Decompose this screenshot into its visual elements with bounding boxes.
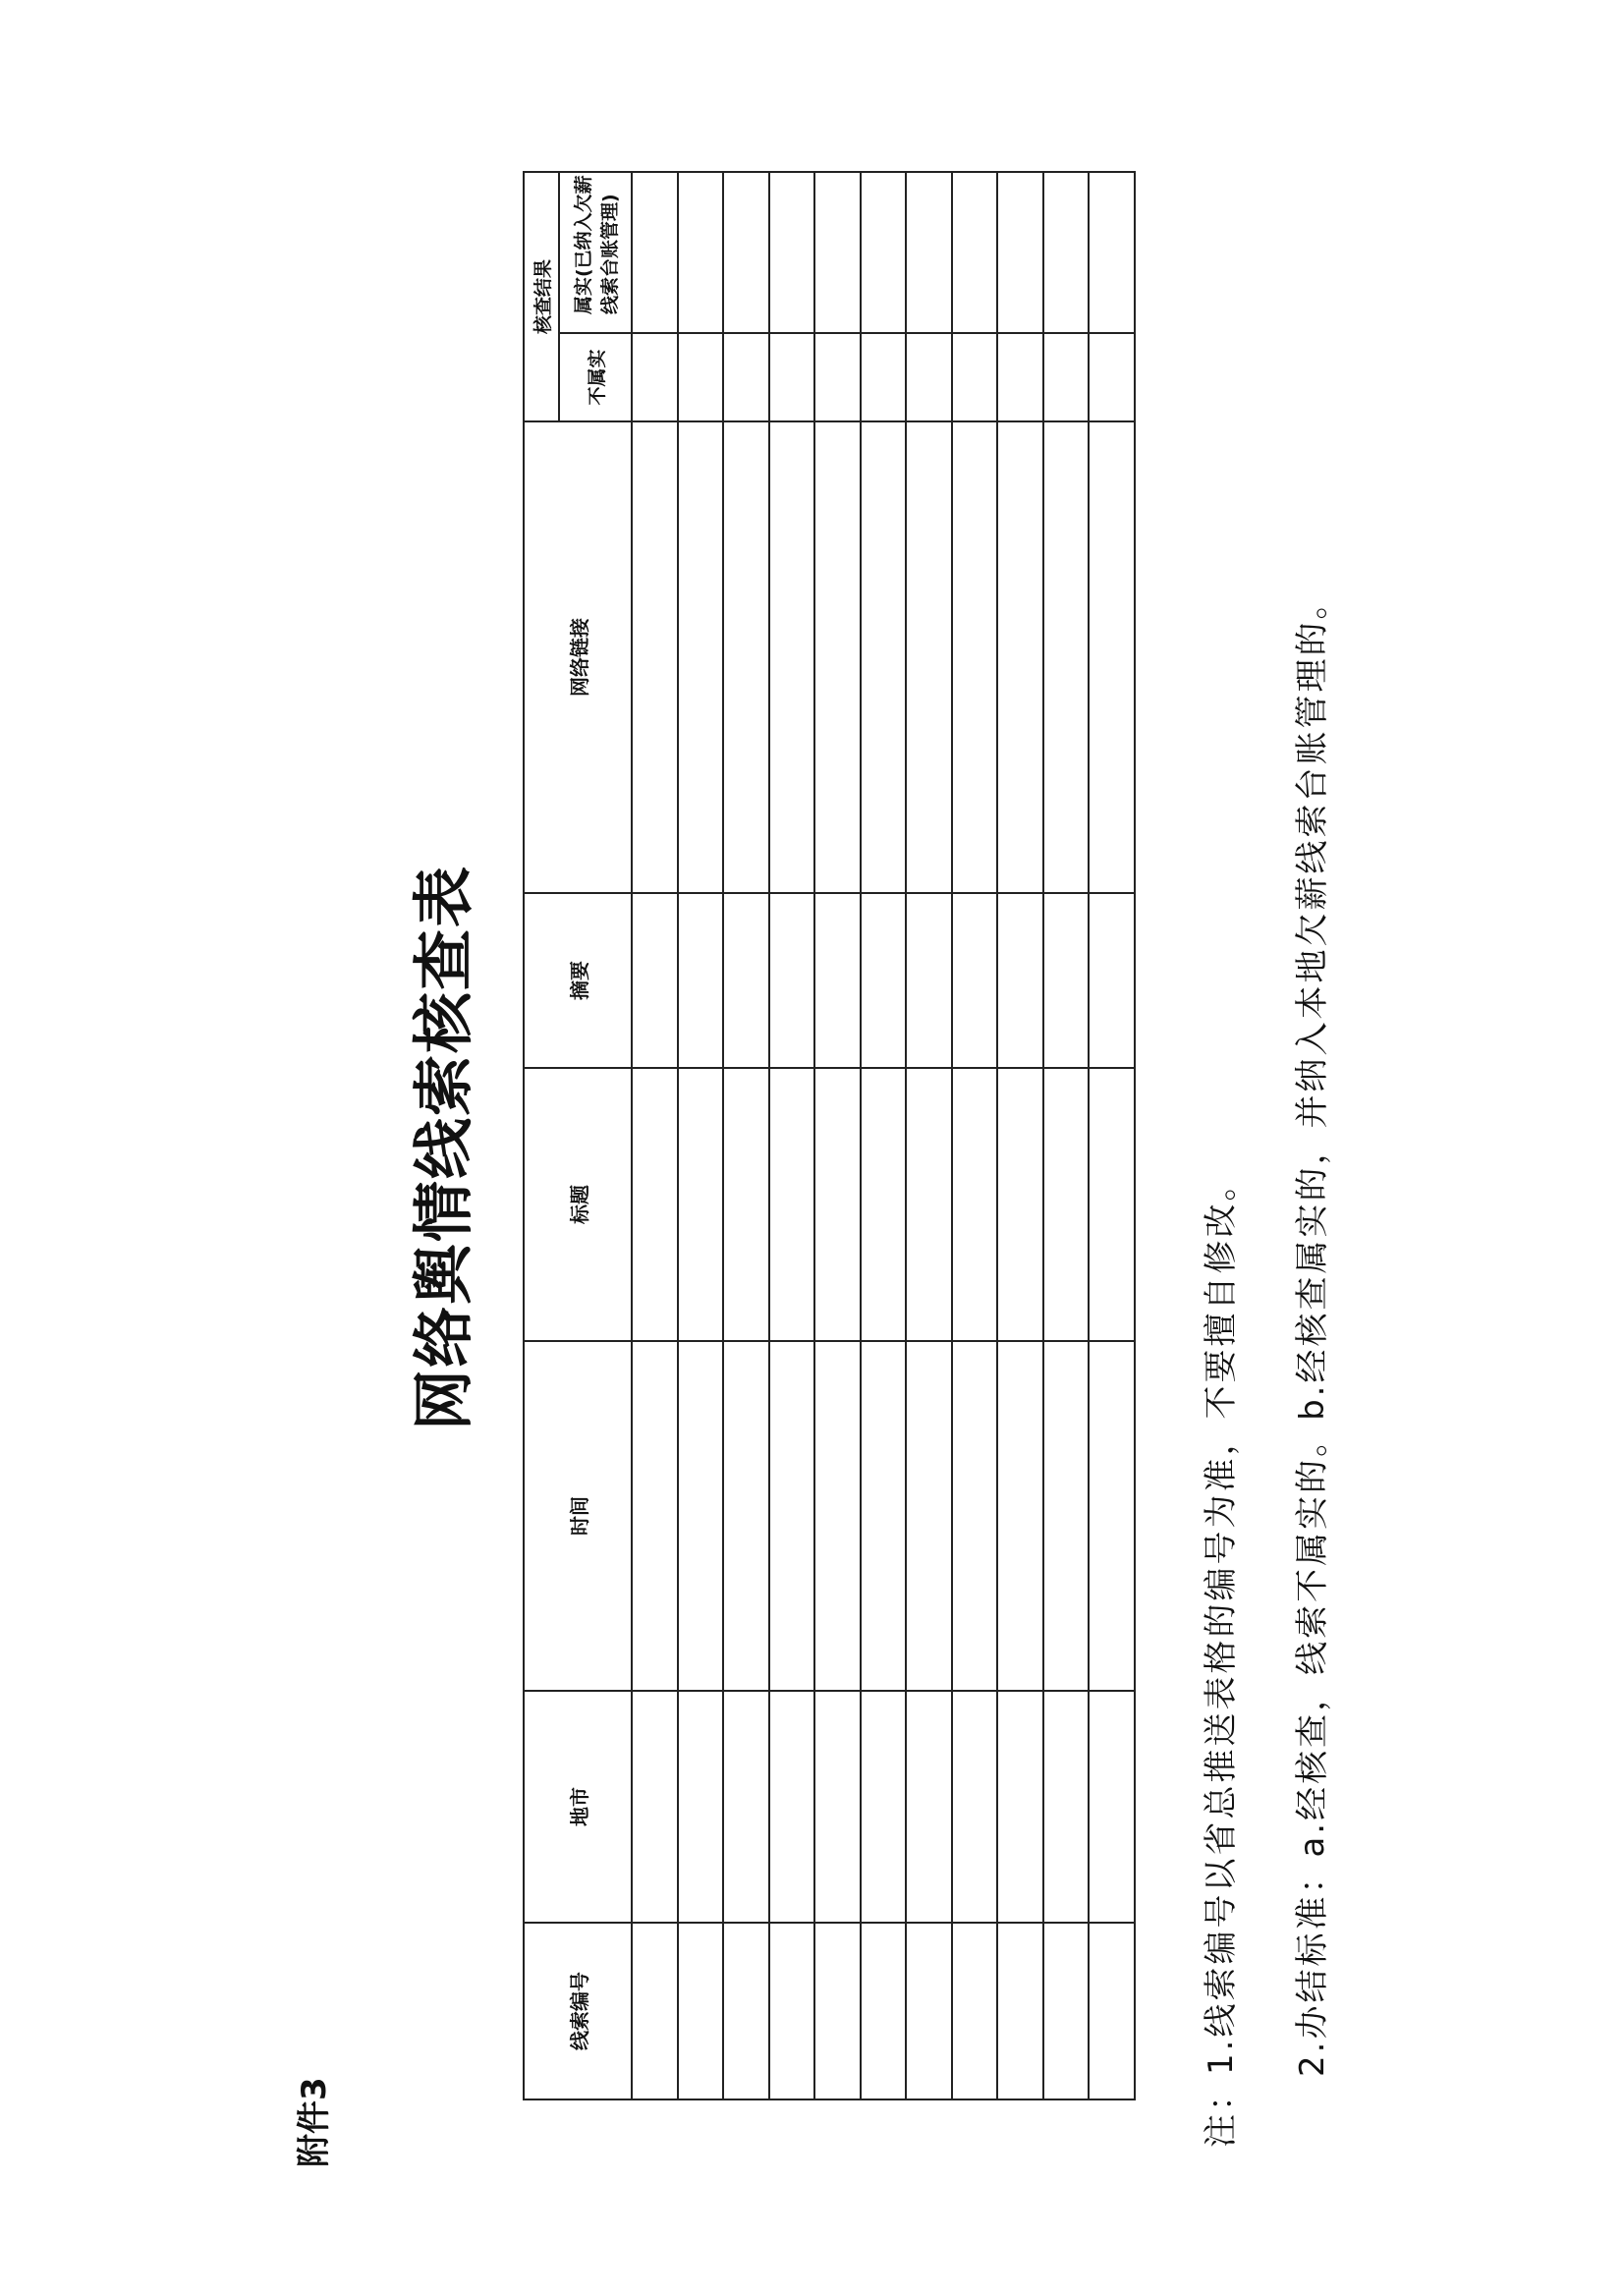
header-summary: 摘要 xyxy=(524,893,632,1068)
table-cell xyxy=(906,333,952,421)
table-cell xyxy=(1043,1691,1090,1923)
table-cell xyxy=(814,1341,861,1691)
table-cell xyxy=(632,1341,678,1691)
page-title: 网络舆情线索核查表 xyxy=(408,865,479,1431)
header-true: 属实(已纳入欠薪线索台账管理) xyxy=(559,172,632,333)
table-cell xyxy=(906,1923,952,2099)
table-cell xyxy=(1089,1068,1135,1341)
table-cell xyxy=(1089,172,1135,333)
table-cell xyxy=(632,421,678,893)
table-cell xyxy=(814,172,861,333)
table-cell xyxy=(861,1341,907,1691)
table-cell xyxy=(814,1068,861,1341)
table-cell xyxy=(769,421,815,893)
table-cell xyxy=(678,893,724,1068)
table-cell xyxy=(723,333,769,421)
table-cell xyxy=(1089,421,1135,893)
table-cell xyxy=(906,893,952,1068)
table-cell xyxy=(952,421,998,893)
table-cell xyxy=(632,1068,678,1341)
table-cell xyxy=(769,893,815,1068)
table-cell xyxy=(861,1068,907,1341)
table-row xyxy=(1089,172,1135,2099)
table-cell xyxy=(997,333,1043,421)
table-cell xyxy=(769,1691,815,1923)
note-line: 注：1.线索编号以省总推送表格的编号为准，不要擅自修改。 xyxy=(1202,1164,1241,2148)
table-cell xyxy=(814,893,861,1068)
table-row xyxy=(997,172,1043,2099)
table-cell xyxy=(723,1341,769,1691)
table-cell xyxy=(632,1923,678,2099)
table-cell xyxy=(952,893,998,1068)
table-cell xyxy=(723,172,769,333)
table-cell xyxy=(1043,1923,1090,2099)
table-cell xyxy=(997,172,1043,333)
table-cell xyxy=(723,421,769,893)
table-row xyxy=(632,172,678,2099)
table-cell xyxy=(814,421,861,893)
table-cell xyxy=(723,1068,769,1341)
table-cell xyxy=(1043,1341,1090,1691)
table-cell xyxy=(906,1691,952,1923)
table-cell xyxy=(632,1691,678,1923)
table-cell xyxy=(678,333,724,421)
table-cell xyxy=(1089,1691,1135,1923)
table-cell xyxy=(769,1341,815,1691)
table-cell xyxy=(952,1691,998,1923)
table-cell xyxy=(952,1923,998,2099)
table-cell xyxy=(861,333,907,421)
table-cell xyxy=(952,172,998,333)
table-cell xyxy=(1043,333,1090,421)
table-cell xyxy=(632,893,678,1068)
table-cell xyxy=(1043,421,1090,893)
table-cell xyxy=(997,1923,1043,2099)
table-row xyxy=(906,172,952,2099)
table-cell xyxy=(861,1923,907,2099)
table-cell xyxy=(906,1341,952,1691)
table-cell xyxy=(952,1068,998,1341)
header-result-group: 核查结果 xyxy=(524,172,559,421)
annex-label: 附件3 xyxy=(295,2077,334,2167)
table-cell xyxy=(861,1691,907,1923)
table-row xyxy=(861,172,907,2099)
table-cell xyxy=(861,172,907,333)
table-cell xyxy=(723,1691,769,1923)
verification-table xyxy=(523,171,1136,2100)
table-cell xyxy=(906,421,952,893)
table-cell xyxy=(1089,333,1135,421)
table-cell xyxy=(1089,893,1135,1068)
table-cell xyxy=(678,421,724,893)
table-cell xyxy=(997,1691,1043,1923)
table-cell xyxy=(952,333,998,421)
table-body xyxy=(632,172,1135,2099)
header-link: 网络链接 xyxy=(524,421,632,893)
table-cell xyxy=(997,893,1043,1068)
table-cell xyxy=(861,893,907,1068)
table-cell xyxy=(723,893,769,1068)
table-cell xyxy=(814,1691,861,1923)
table-cell xyxy=(1043,893,1090,1068)
header-not-true: 不属实 xyxy=(559,333,632,421)
note-line: 2.办结标准：a.经核查，线索不属实的。b.经核查属实的，并纳入本地欠薪线索台账管理的。 xyxy=(1292,583,1332,2077)
table-cell xyxy=(1089,1923,1135,2099)
notes xyxy=(1201,84,1333,2148)
table-cell xyxy=(1089,1341,1135,1691)
table-cell xyxy=(678,1341,724,1691)
table-cell xyxy=(769,1923,815,2099)
table-cell xyxy=(1043,1068,1090,1341)
table-cell xyxy=(632,172,678,333)
table-row xyxy=(814,172,861,2099)
table-cell xyxy=(906,1068,952,1341)
table-cell xyxy=(906,172,952,333)
table-cell xyxy=(861,421,907,893)
header-clue-id: 线索编号 xyxy=(524,1923,632,2099)
table-row xyxy=(769,172,815,2099)
table-cell xyxy=(814,333,861,421)
table-cell xyxy=(997,1068,1043,1341)
table-cell xyxy=(1043,172,1090,333)
table-row xyxy=(723,172,769,2099)
table-cell xyxy=(769,172,815,333)
table-row xyxy=(678,172,724,2099)
table-cell xyxy=(678,1068,724,1341)
table-cell xyxy=(814,1923,861,2099)
table-row xyxy=(952,172,998,2099)
table-cell xyxy=(632,333,678,421)
table-cell xyxy=(997,421,1043,893)
table-cell xyxy=(769,333,815,421)
table-cell xyxy=(678,1691,724,1923)
header-city: 地市 xyxy=(524,1691,632,1923)
table-cell xyxy=(678,1923,724,2099)
header-title: 标题 xyxy=(524,1068,632,1341)
table-cell xyxy=(678,172,724,333)
table-row xyxy=(1043,172,1090,2099)
header-time: 时间 xyxy=(524,1341,632,1691)
table-cell xyxy=(997,1341,1043,1691)
table-cell xyxy=(769,1068,815,1341)
table-cell xyxy=(952,1341,998,1691)
table-cell xyxy=(723,1923,769,2099)
